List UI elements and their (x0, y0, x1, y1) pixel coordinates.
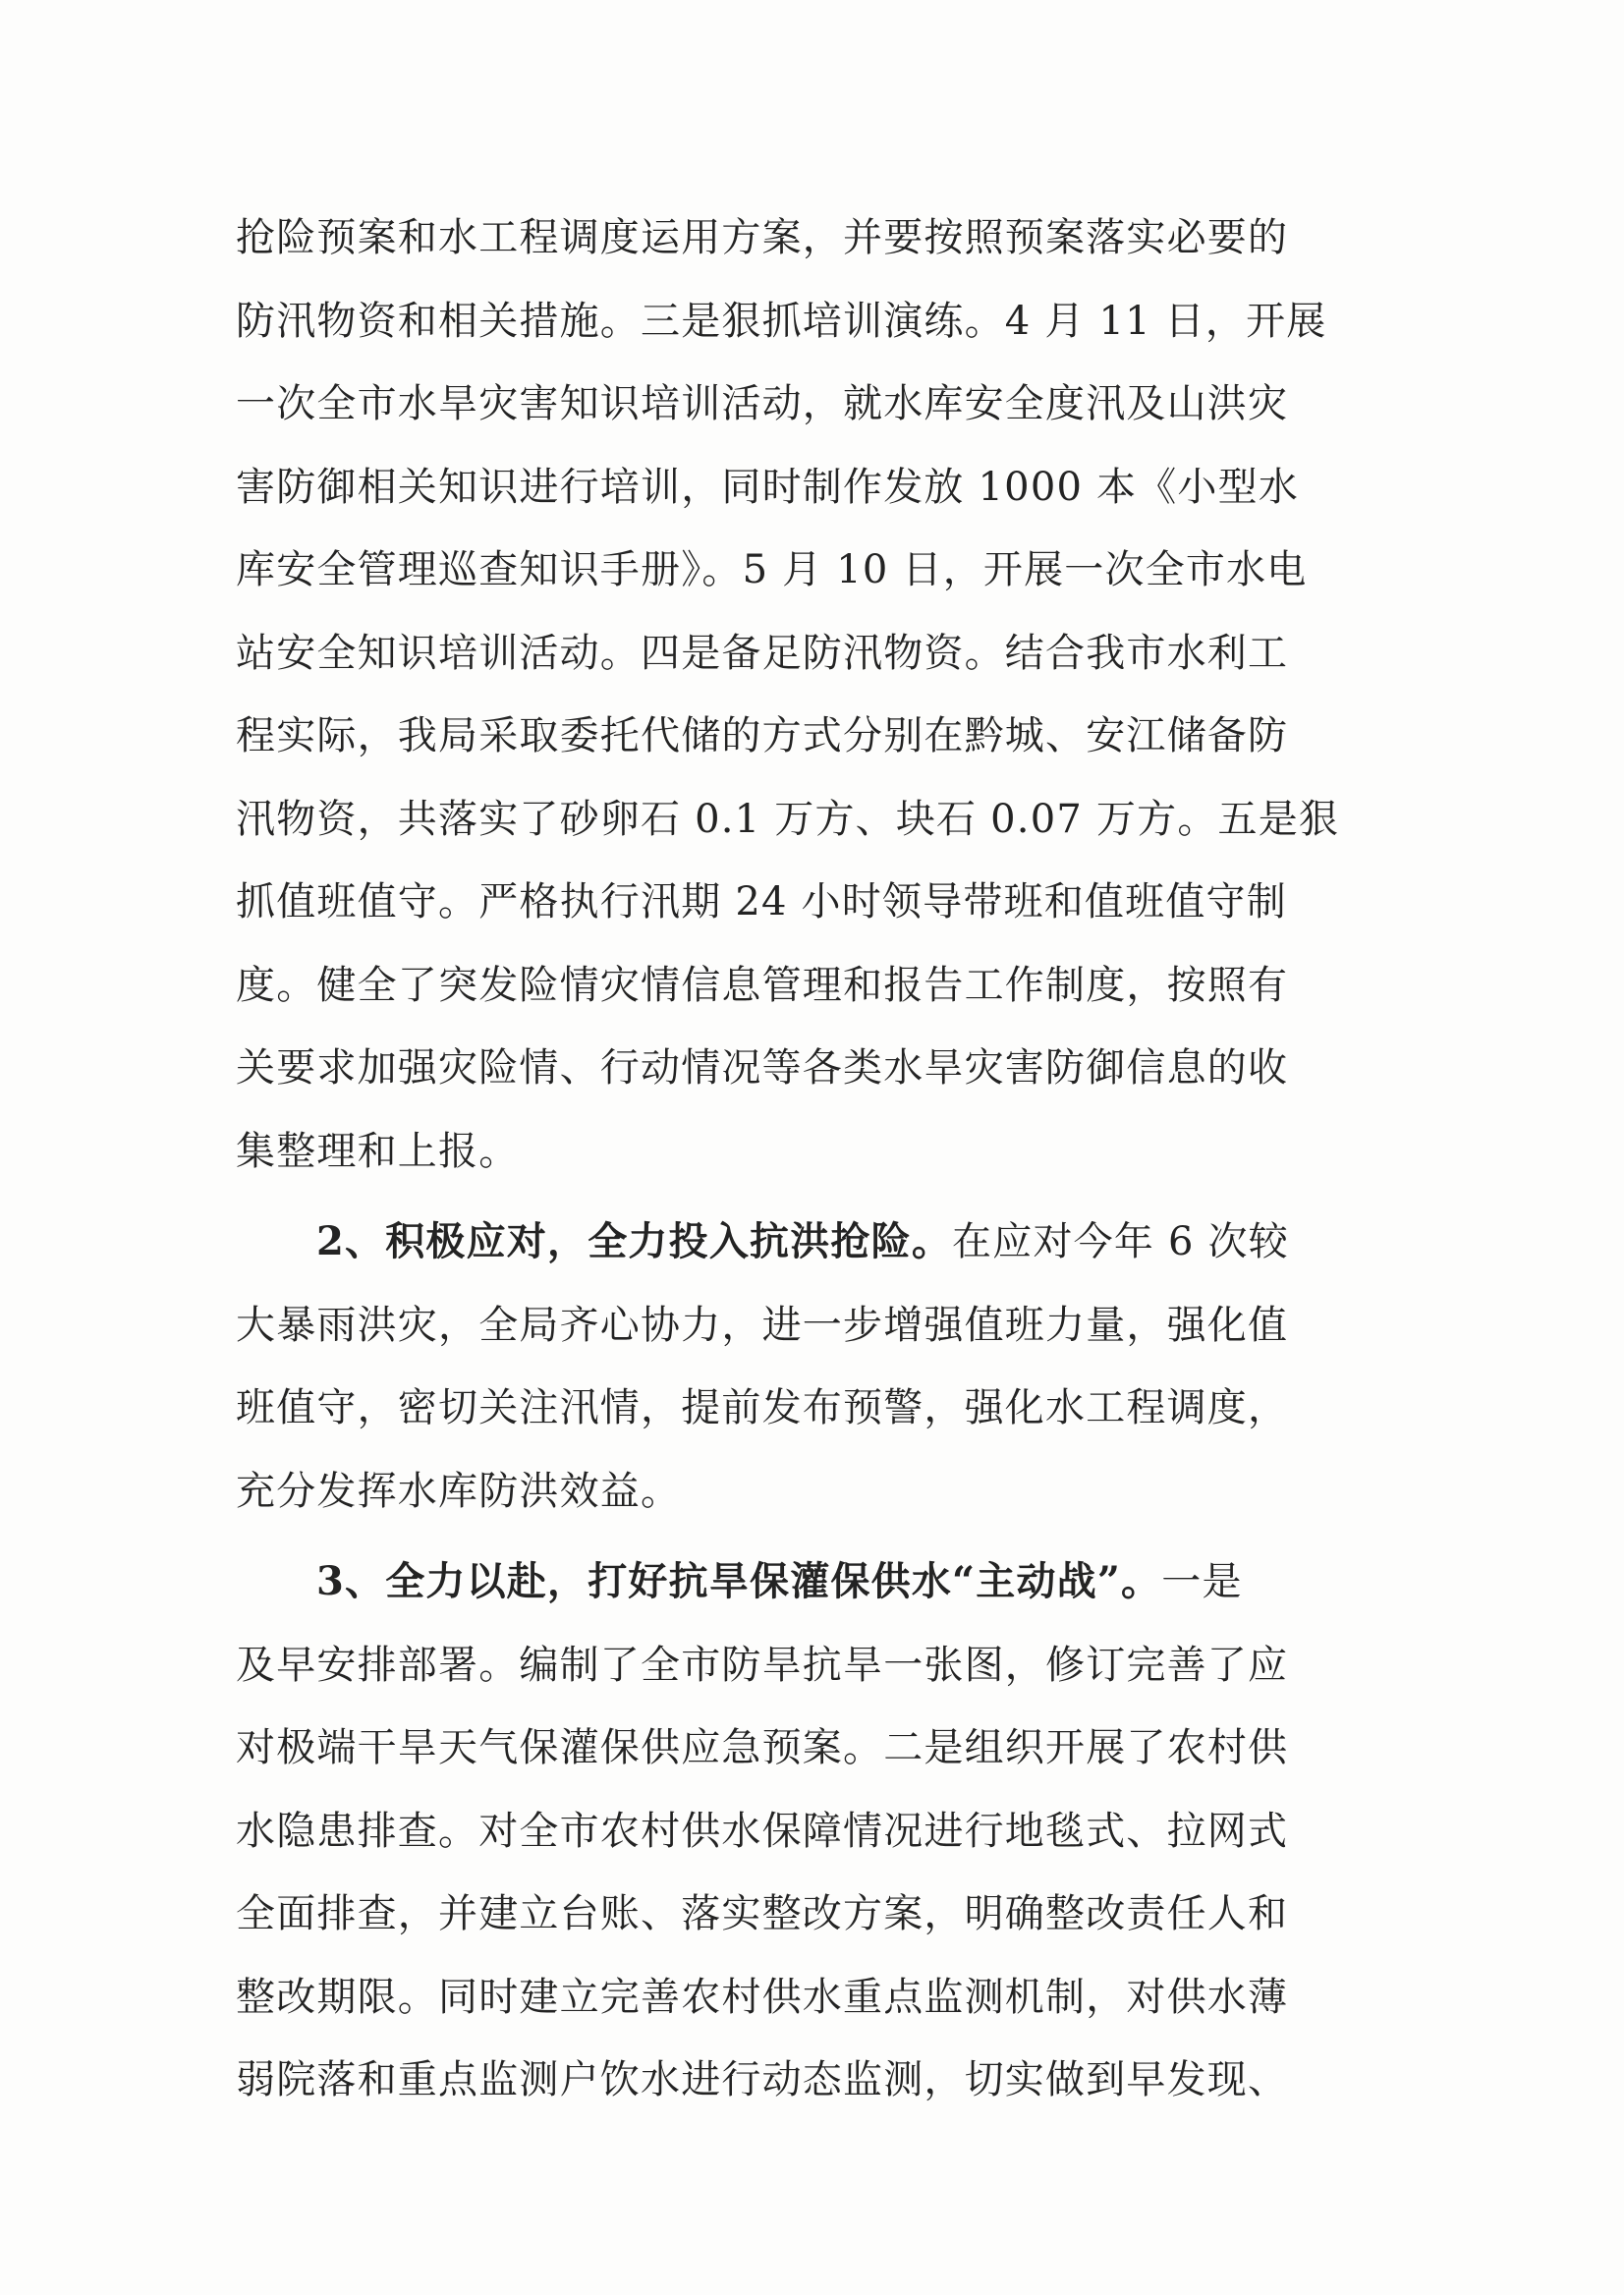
text-line: 一次全市水旱灾害知识培训活动，就水库安全度汛及山洪灾 (236, 381, 1289, 426)
text-line: 关要求加强灾险情、行动情况等各类水旱灾害防御信息的收 (236, 1045, 1289, 1091)
text-line: 抓值班值守。严格执行汛期 24 小时领导带班和值班值守制 (236, 879, 1287, 924)
text-line: 库安全管理巡查知识手册》。5 月 10 日，开展一次全市水电 (236, 547, 1308, 592)
text-line: 防汛物资和相关措施。三是狠抓培训演练。4 月 11 日，开展 (236, 298, 1327, 344)
document-body (236, 196, 1383, 2122)
text-line: 水隐患排查。对全市农村供水保障情况进行地毯式、拉网式 (236, 1808, 1289, 1854)
text-line: 全面排查，并建立台账、落实整改方案，明确整改责任人和 (236, 1891, 1289, 1936)
text-line: 集整理和上报。 (236, 1128, 520, 1174)
text-line: 程实际，我局采取委托代储的方式分别在黔城、安江储备防 (236, 713, 1289, 758)
text-line: 对极端干旱天气保灌保供应急预案。二是组织开展了农村供 (236, 1725, 1289, 1770)
text-line: 班值守，密切关注汛情，提前发布预警，强化水工程调度， (236, 1385, 1289, 1430)
text-line: 站安全知识培训活动。四是备足防汛物资。结合我市水利工 (236, 630, 1289, 676)
paragraph-text: 在应对今年 6 次较 (952, 1219, 1289, 1264)
text-line: 及早安排部署。编制了全市防旱抗旱一张图，修订完善了应 (236, 1642, 1289, 1688)
paragraph-first-line (236, 1201, 1383, 1284)
paragraph-text: 一是 (1161, 1559, 1243, 1604)
text-line: 害防御相关知识进行培训，同时制作发放 1000 本《小型水 (236, 464, 1300, 510)
text-line: 充分发挥水库防洪效益。 (236, 1468, 682, 1514)
text-line: 弱院落和重点监测户饮水进行动态监测，切实做到早发现、 (236, 2057, 1289, 2102)
text-line: 大暴雨洪灾，全局齐心协力，进一步增强值班力量，强化值 (236, 1302, 1289, 1348)
text-line: 度。健全了突发险情灾情信息管理和报告工作制度，按照有 (236, 962, 1289, 1008)
text-line: 汛物资，共落实了砂卵石 0.1 万方、块石 0.07 万方。五是狠 (236, 796, 1340, 842)
text-line: 整改期限。同时建立完善农村供水重点监测机制，对供水薄 (236, 1974, 1289, 2020)
text-line: 抢险预案和水工程调度运用方案，并要按照预案落实必要的 (236, 215, 1289, 260)
paragraph-heading: 3、全力以赴，打好抗旱保灌保供水“主动战”。 (316, 1558, 1162, 1604)
paragraph-first-line (236, 1540, 1383, 1624)
paragraph-heading: 2、积极应对，全力投入抗洪抢险。 (316, 1218, 953, 1264)
